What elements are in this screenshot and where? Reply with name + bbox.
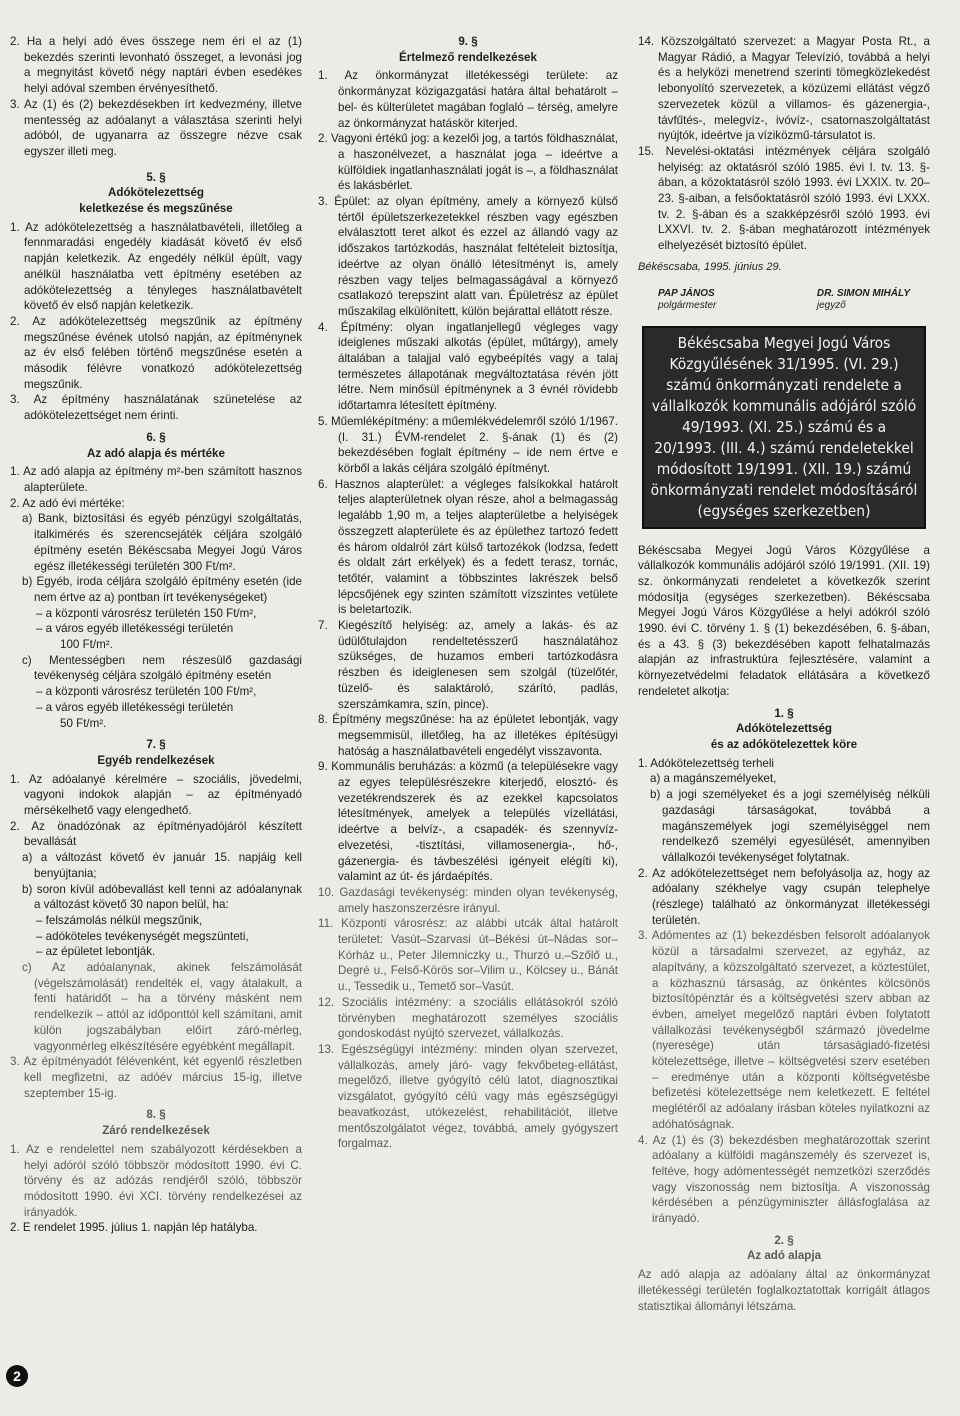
date-line: Békéscsaba, 1995. június 29. bbox=[638, 260, 782, 273]
section-heading bbox=[10, 1107, 302, 1138]
definition-item: 3. Épület: az olyan építmény, amely a környező külső tértől épületszerkezetekkel részben vagy egészben elválasztott teret alkot és ezzel az állandó vagy az időszakos tartózkodás, használat feltételeit biztosítja, ideértve az olyan önálló létesítményt is, amely részben vagy teljes belmagasságával a környező csatlakozó terepszint alatt van. Épületrész az épület műszakilag elkülönített, külön bejárattal ellátott része. bbox=[318, 195, 618, 318]
paragraph: 1. Az adókötelezettség a használatbavételi, illetőleg a fennmaradási engedély kiadását követő év első napján keletkezik. Az engedély nélkül épült, vagy anélkül használatba vett építmény esetében az adókötelezettség a tényleges használatbavételt követő év első napján keletkezik. bbox=[10, 220, 302, 313]
paragraph: 1. Az adó alapja az építmény m²-ben számított hasznos alapterülete. bbox=[10, 465, 302, 494]
paragraph: b) Egyéb, iroda céljára szolgáló építmény esetén (ide nem értve az a) pontban írt tevékenységeket) bbox=[22, 575, 302, 604]
section-title: és az adókötelezettek köre bbox=[710, 737, 858, 751]
section-number: 9. § bbox=[458, 35, 478, 48]
signatory-name: DR. SIMON MIHÁLY bbox=[816, 287, 910, 299]
paragraph: – a város egyéb illetékességi területén bbox=[36, 622, 234, 636]
paragraph: – a központi városrész területén 150 Ft/m², bbox=[36, 606, 257, 620]
section-heading bbox=[10, 737, 302, 768]
paragraph: – felszámolás nélkül megszűnik, bbox=[36, 913, 203, 927]
definition-item: 1. Az önkormányzat illetékességi területe: az önkormányzat közigazgatási határa által behatárolt – bel- és külterületet magában foglaló – térség, amelyre az önkormányzat hatáskör kiterjed. bbox=[318, 69, 618, 130]
paragraph: 3. Az építményadót félévenként, két egyenlő részletben kell megfizetni, az adóév március 15-ig, illetve szeptember 15-ig. bbox=[10, 1055, 302, 1100]
section-heading bbox=[638, 706, 930, 753]
paragraph: 2. Az adó évi mértéke: bbox=[10, 496, 125, 510]
paragraph: 2. Az önadózónak az építményadójáról készített bevallását bbox=[10, 819, 302, 849]
paragraph: 4. Az (1) és (3) bekezdésben meghatározottak szerint adóalany a külföldi magánszemély és szervezet is, feltéve, hogy adómentességét nemzetközi szerződés vagy viszonosság nem biztosítja. A viszonosság kérdésében a pénzügyminiszter állásfoglalása az irányadó. bbox=[638, 1133, 930, 1226]
paragraph: – az épületet lebontják. bbox=[36, 945, 156, 959]
definition-item: 10. Gazdasági tevékenység: minden olyan tevékenység, amely haszonszerzésre irányul. bbox=[318, 885, 618, 915]
signature-mayor bbox=[658, 288, 716, 312]
paragraph: 3. Az (1) és (2) bekezdésekben írt kedvezmény, illetve mentesség az adóalanyt a választása szerinti helyi adóból, de ugyanarra az összegre nézve csak egyszer illeti meg. bbox=[10, 97, 302, 158]
section-number: 7. § bbox=[146, 738, 166, 752]
section-heading bbox=[318, 34, 618, 65]
paragraph: c) Az adóalanynak, akinek felszámolását (végelszámolását) rendelték el, vagy átalakult, a fenti határidőt – ha a törvény másként nem rendelkezik – attól az időponttól kell számítani, amit külön jogszabályban előírt záró-mérleg, vagyonmérleg elkészítésére egyébként megállapít. bbox=[22, 961, 302, 1053]
column-left bbox=[10, 34, 302, 1236]
section-heading bbox=[10, 430, 302, 461]
definition-item: 4. Építmény: olyan ingatlanjellegű végleges vagy ideiglenes műszaki alkotás (épület, műtárgy), amely általában a talajjal való egybeépítés vagy a talaj természetes állapotának megváltoztatása révén jött létre. Nem minősül építménynek a 3 évnél rövidebb időtartamra létesített építmény. bbox=[318, 320, 618, 413]
definition-item: 14. Közszolgáltató szervezet: a Magyar Posta Rt., a Magyar Rádió, a Magyar Televízió, továbbá a helyi és a helyközi menetrend szerinti tömegközlekedést lebonyolító szervezetek, a közüzemi ellátást végző szervezetek közül a villamos- és gázenergia-, távfűtés-, melegvíz-, ivóvíz-, csatornaszolgáltatást nyújtók, ideértve ja víziközmű-társulatot is. bbox=[638, 35, 930, 143]
decree-title-banner: Békéscsaba Megyei Jogú Város Közgyűlésének 31/1995. (VI. 29.) számú önkormányzati rendelete a vállalkozók kommunális adójáról szóló 49/1993. (XI. 25.) számú és a 20/1993. (III. 4.) számú rendeletekkel módosított 19/1991. (XII. 19.) számú önkormányzati rendelet módosításáról (egységes szerkezetben) bbox=[642, 326, 926, 529]
paragraph: 50 Ft/m². bbox=[60, 716, 107, 730]
signatory-title: polgármester bbox=[658, 299, 717, 311]
paragraph: 1. Az e rendelettel nem szabályozott kérdésekben a helyi adóról szóló többször módosított 1990. évi C. törvény és az adózás rendjéről szóló, többször módosított 1990. évi XCI. törvény rendelkezései az irányadók. bbox=[10, 1142, 302, 1219]
section-number: 5. § bbox=[146, 170, 166, 184]
section-title: Záró rendelkezések bbox=[102, 1124, 210, 1138]
section-heading bbox=[10, 170, 302, 217]
definition-item: 11. Központi városrész: az alábbi utcák által határolt területet: Vasút–Szarvasi út–Békési út–Nádas sor–Kórház u., Peter Jilemniczky u., Thurzó u.–Szőlő u., Degré u., Felső-Körös sor–Vilim u., Kölcsey u., Bánát u., Tessedik u., Temető sor–Vasút. bbox=[318, 917, 618, 994]
paragraph: b) a jogi személyeket és a jogi személyiség nélküli gazdasági társaságokat, továbbá a magánszemélyek jogi személyiséggel nem rendelkező személyi egyesülését, amennyiben vállalkozói tevékenységet folytatnak. bbox=[650, 788, 930, 864]
signature-block bbox=[638, 288, 930, 312]
paragraph: 3. Az építmény használatának szünetelése az adókötelezettséget nem érinti. bbox=[10, 393, 302, 423]
paragraph: a) a változást követő év január 15. napjáig kell benyújtania; bbox=[22, 851, 302, 880]
definition-item: 9. Kommunális beruházás: a közmű (a településekre vagy az egyes településrészekre kiterjedő, elosztó- és vezetékrendszerek és az ezekkel kapcsolatos létesítmények, amelyek a település vízellátási, ideértve a belvíz-, a csapadék- és szennyvíz-elvezetési, -tisztítási, villamosenergia-, hő-, gázenergia- és távbeszélési igényeit elégíti ki), valamint az út- és járdaépítés. bbox=[318, 760, 618, 884]
paragraph: b) soron kívül adóbevallást kell tenni az adóalanynak a változást követő 30 napon belül, ha: bbox=[22, 882, 302, 912]
paragraph: 1. Adókötelezettség terheli bbox=[638, 756, 774, 770]
paragraph: 2. Az adókötelezettséget nem befolyásolja az, hogy az adóalany székhelye vagy csupán telephelye (részlege) található az önkormányzat illetékességi területén. bbox=[638, 866, 930, 927]
section-title: Értelmező rendelkezések bbox=[399, 50, 537, 64]
paragraph: 3. Adómentes az (1) bekezdésben felsorolt adóalanyok közül a társadalmi szervezet, az egyház, az alapítvány, a közszolgáltató szervezet, a köztestület, a közhasznú társaság, az önkéntes kölcsönös biztosítópénztár és a költségvetési szerv abban az évben, amelyet megelőző naptári évben folytatott vállalkozási tevékenységből származó jövedelme (nyeresége) után társaságiadó-fizetési kötelezettsége, illetve – költségvetési szerv esetében – eredménye után a központi költségvetésbe befizetési kötelezettsége nem keletkezett. E feltétel meglétéről az adóalany írásban köteles nyilatkozni az adóhatóságnak. bbox=[638, 929, 930, 1131]
section-heading bbox=[638, 1233, 930, 1264]
section-title: keletkezése és megszűnése bbox=[79, 202, 233, 216]
page-number: 2 bbox=[6, 1365, 28, 1387]
paragraph: a) Bank, biztosítási és egyéb pénzügyi szolgáltatás, italkimérés és szerencsejáték céljára szolgáló építmény esetén Békéscsaba Megyei Jogú Város egész illetékességi területén 300 Ft/m². bbox=[22, 512, 302, 573]
column-right bbox=[638, 34, 930, 1314]
paragraph: 2. Az adókötelezettség megszűnik az építmény megszűnése évének utolsó napján, az építménynek az év első felében történő megszűnése esetén a második félévre vonatkozó adókötelezettség megszűnik. bbox=[10, 314, 302, 391]
section-title: Adókötelezettség bbox=[108, 186, 204, 200]
signatory-title: jegyző bbox=[816, 299, 846, 311]
paragraph: – adóköteles tevékenységét megszünteti, bbox=[36, 929, 249, 943]
section-title: Egyéb rendelkezések bbox=[97, 753, 215, 767]
paragraph: 100 Ft/m². bbox=[60, 638, 113, 652]
section-title: Az adó alapja bbox=[746, 1249, 822, 1263]
section-title: Az adó alapja és mértéke bbox=[87, 446, 225, 460]
paragraph: – a központi városrész területén 100 Ft/m², bbox=[36, 685, 257, 699]
signature-notary bbox=[817, 288, 910, 312]
paragraph: 2. Ha a helyi adó éves összege nem éri el az (1) bekezdés szerinti levonható összeget, a levonási jog a megnyitást követő négy naptári évben esedékes helyi adóval szemben érvényesíthető. bbox=[10, 35, 302, 96]
definition-item: 2. Vagyoni értékű jog: a kezelői jog, a tartós földhasználat, a haszonélvezet, a használat joga – ideértve a külföldiek ingatlanhasználati jogát is –, a földhasználat és lakásbérlet. bbox=[318, 132, 618, 193]
definition-item: 12. Szociális intézmény: a szociális ellátásokról szóló törvényben meghatározott személyes szociális gondoskodást nyújtó szervezet, vállalkozás. bbox=[318, 995, 618, 1041]
section-number: 6. § bbox=[146, 430, 166, 444]
definition-item: 15. Nevelési-oktatási intézmények céljára szolgáló helyiség: az oktatásról szóló 1985. évi I. tv. 13. §-ában, a közoktatásról szóló 1993. évi LXXIX. tv. 20–23. §-aiban, a felsőoktatásról szóló 1993. évi LXXX. tv. 2. §-ában és a szakképzésről szóló 1993. évi LXXVI. tv. 2. §-ában meghatározott intézmények elhelyezését biztosító épület. bbox=[638, 144, 930, 253]
paragraph: a) a magánszemélyeket, bbox=[650, 772, 777, 786]
column-middle bbox=[318, 34, 618, 1152]
definition-item: 7. Kiegészítő helyiség: az, amely a lakás- és az üdülőtulajdon rendeltetésszerű használatához szükséges, de huzamos emberi tartózkodásra részben és ideiglenesen sem szolgál (tüzelőtér, tüzelő- és salaktároló, szárító, padlás, szerszámkamra, szín, pince). bbox=[318, 619, 618, 711]
definition-item: 6. Hasznos alapterület: a végleges falsíkokkal határolt teljes alapterületnek olyan része, ahol a belmagasság legalább 1,90 m, a teljes alapterületbe a helyiségek összegzett alapterülete és az épülethez tartozó fedett és három oldalról zárt külső tartozékok (lodzsa, fedett és oldalt zárt erkélyek) és a fedett terasz, tornác, tetőtér, valamint a többszintes lakrészek belső lépcsőjének egy szinten számított vízszintes vetülete is beletartozik. bbox=[318, 477, 618, 617]
section-number: 2. § bbox=[774, 1233, 794, 1247]
paragraph: c) Mentességben nem részesülő gazdasági tevékenység céljára szolgáló építmény esetén bbox=[22, 653, 302, 683]
paragraph: – a város egyéb illetékességi területén bbox=[36, 700, 234, 714]
section-title: Adókötelezettség bbox=[736, 722, 832, 736]
section-number: 1. § bbox=[774, 706, 794, 720]
intro-paragraph: Békéscsaba Megyei Jogú Város Közgyűlése a vállalkozók kommunális adójáról szóló 19/1991. (XII. 19) sz. önkormányzati rendeletet a következők szerint módosítja (egységes szerkezetben). Békéscsaba Megyei Jogú Város Közgyűlése a helyi adókról szóló 1990. évi C. törvény 1. § (1) bekezdésében, 6. §-ában, és a 43. § (3) bekezdésében kapott felhatalmazás alapján az infrastruktúra fejlesztésére, valamint a környezetvédelmi feladatok ellátására a következő rendeletet alkotja: bbox=[638, 543, 930, 698]
paragraph: Az adó alapja az adóalany által az önkormányzat illetékességi területén foglalkoztatottak korrigált átlagos statisztikai állományi létszáma. bbox=[638, 1268, 930, 1313]
signatory-name: PAP JÁNOS bbox=[658, 287, 715, 299]
definition-item: 5. Műemléképítmény: a műemlékvédelemről szóló 1/1967. (I. 31.) ÉVM-rendelet 2. §-ának (1) és (2) bekezdésében foglalt építmény – ide nem értve e körből a lakás céljára szolgáló építményt. bbox=[318, 414, 618, 475]
paragraph: 2. E rendelet 1995. július 1. napján lép hatályba. bbox=[10, 1221, 258, 1235]
definition-item: 13. Egészségügyi intézmény: minden olyan szervezet, vállalkozás, amely járó- vagy fekvőbeteg-ellátást, megelőző, illetve gyógyító célú latot, diagnosztikai vizsgálatot, gyógyító célú vagy más egészségügyi beavatkozást, utókezelést, rehabilitációt, illetve mentőszolgálatot végez, továbbá, amely gyógyszert forgalmaz. bbox=[318, 1043, 618, 1151]
definition-item: 8. Építmény megszűnése: ha az épületet lebontják, vagy megsemmisül, illetőleg, ha az illetékes építésügyi hatóság a használatbavételi engedélyt visszavonta. bbox=[318, 713, 618, 758]
paragraph: 1. Az adóalanyé kérelmére – szociális, jövedelmi, vagyoni indokok alapján – az építményadó mérsékelhető vagy elengedhető. bbox=[10, 772, 302, 818]
section-number: 8. § bbox=[146, 1108, 166, 1122]
